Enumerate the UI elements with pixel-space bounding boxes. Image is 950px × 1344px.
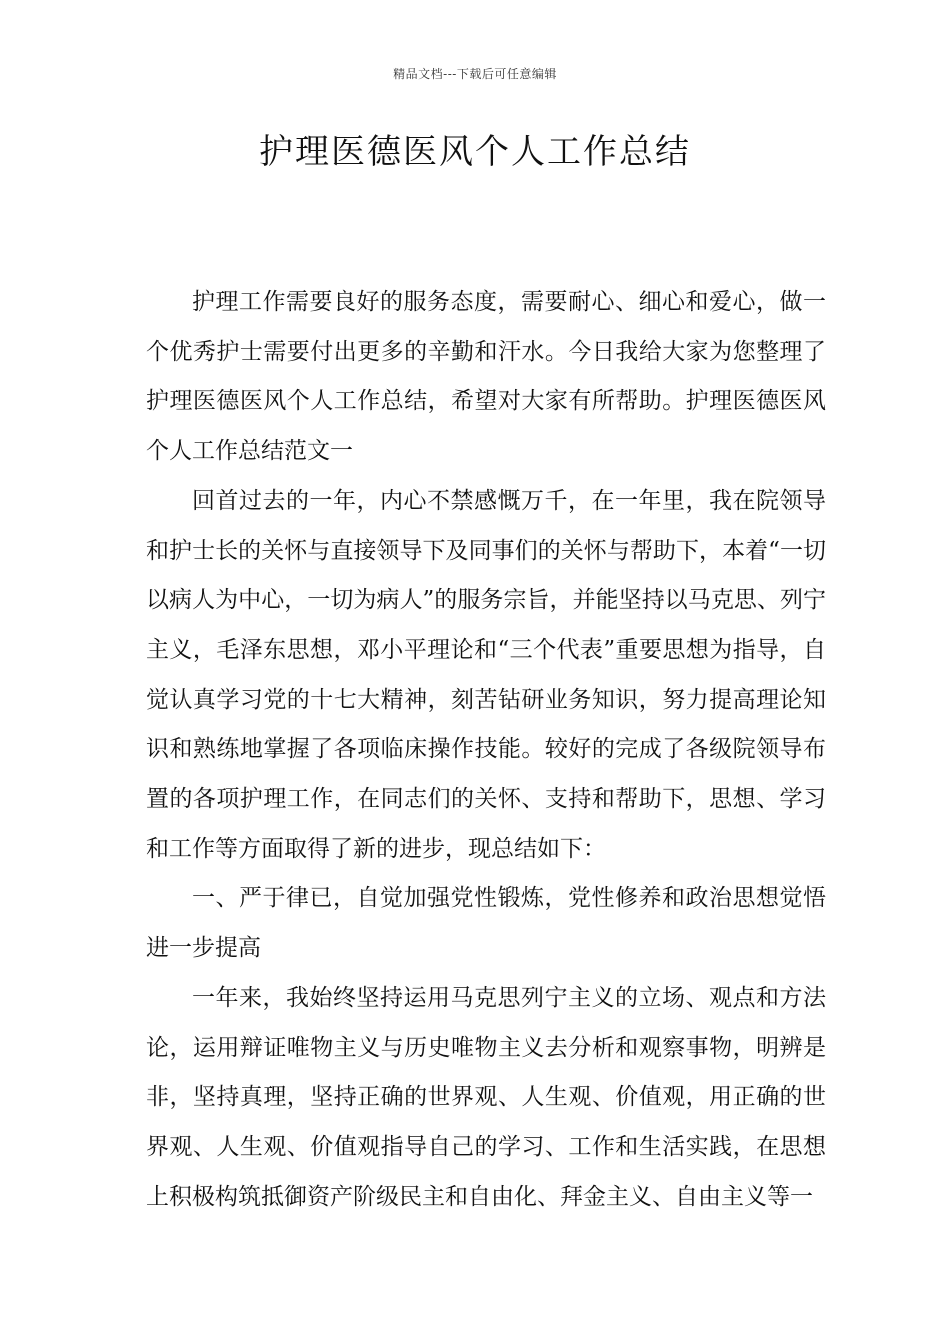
paragraph-review: 回首过去的一年，内心不禁感慨万千，在一年里，我在院领导和护士长的关怀与直接领导下及同事们的关怀与帮助下，本着“一切以病人为中心，一切为病人”的服务宗旨，并能坚持以马克思、列宁主义，毛泽东思想，邓小平理论和“三个代表”重要思想为指导，自觉认真学习党的十七大精神，刻苦钻研业务知识，努力提高理论知识和熟练地掌握了各项临床操作技能。较好的完成了各级院领导布置的各项护理工作，在同志们的关怀、支持和帮助下，思想、学习和工作等方面取得了新的进步，现总结如下：	[146, 487, 826, 862]
header-note: 精品文档---下载后可任意编辑	[393, 67, 557, 81]
paragraph-section-body: 一年来，我始终坚持运用马克思列宁主义的立场、观点和方法论，运用辩证唯物主义与历史唯物主义去分析和观察事物，明辨是非，坚持真理，坚持正确的世界观、人生观、价值观，用正确的世界观、人生观、价值观指导自己的学习、工作和生活实践，在思想上积极构筑抵御资产阶级民主和自由化、拜金主义、自由主义等一	[146, 984, 826, 1210]
paragraph-intro: 护理工作需要良好的服务态度，需要耐心、细心和爱心，做一个优秀护士需要付出更多的辛勤和汗水。今日我给大家为您整理了护理医德医风个人工作总结，希望对大家有所帮助。护理医德医风个人工作总结范文一	[146, 289, 826, 465]
document-body	[146, 278, 826, 1222]
document-title: 护理医德医风个人工作总结	[259, 132, 691, 172]
paragraph-section-heading: 一、严于律已，自觉加强党性锻炼，党性修养和政治思想觉悟进一步提高	[146, 885, 826, 962]
